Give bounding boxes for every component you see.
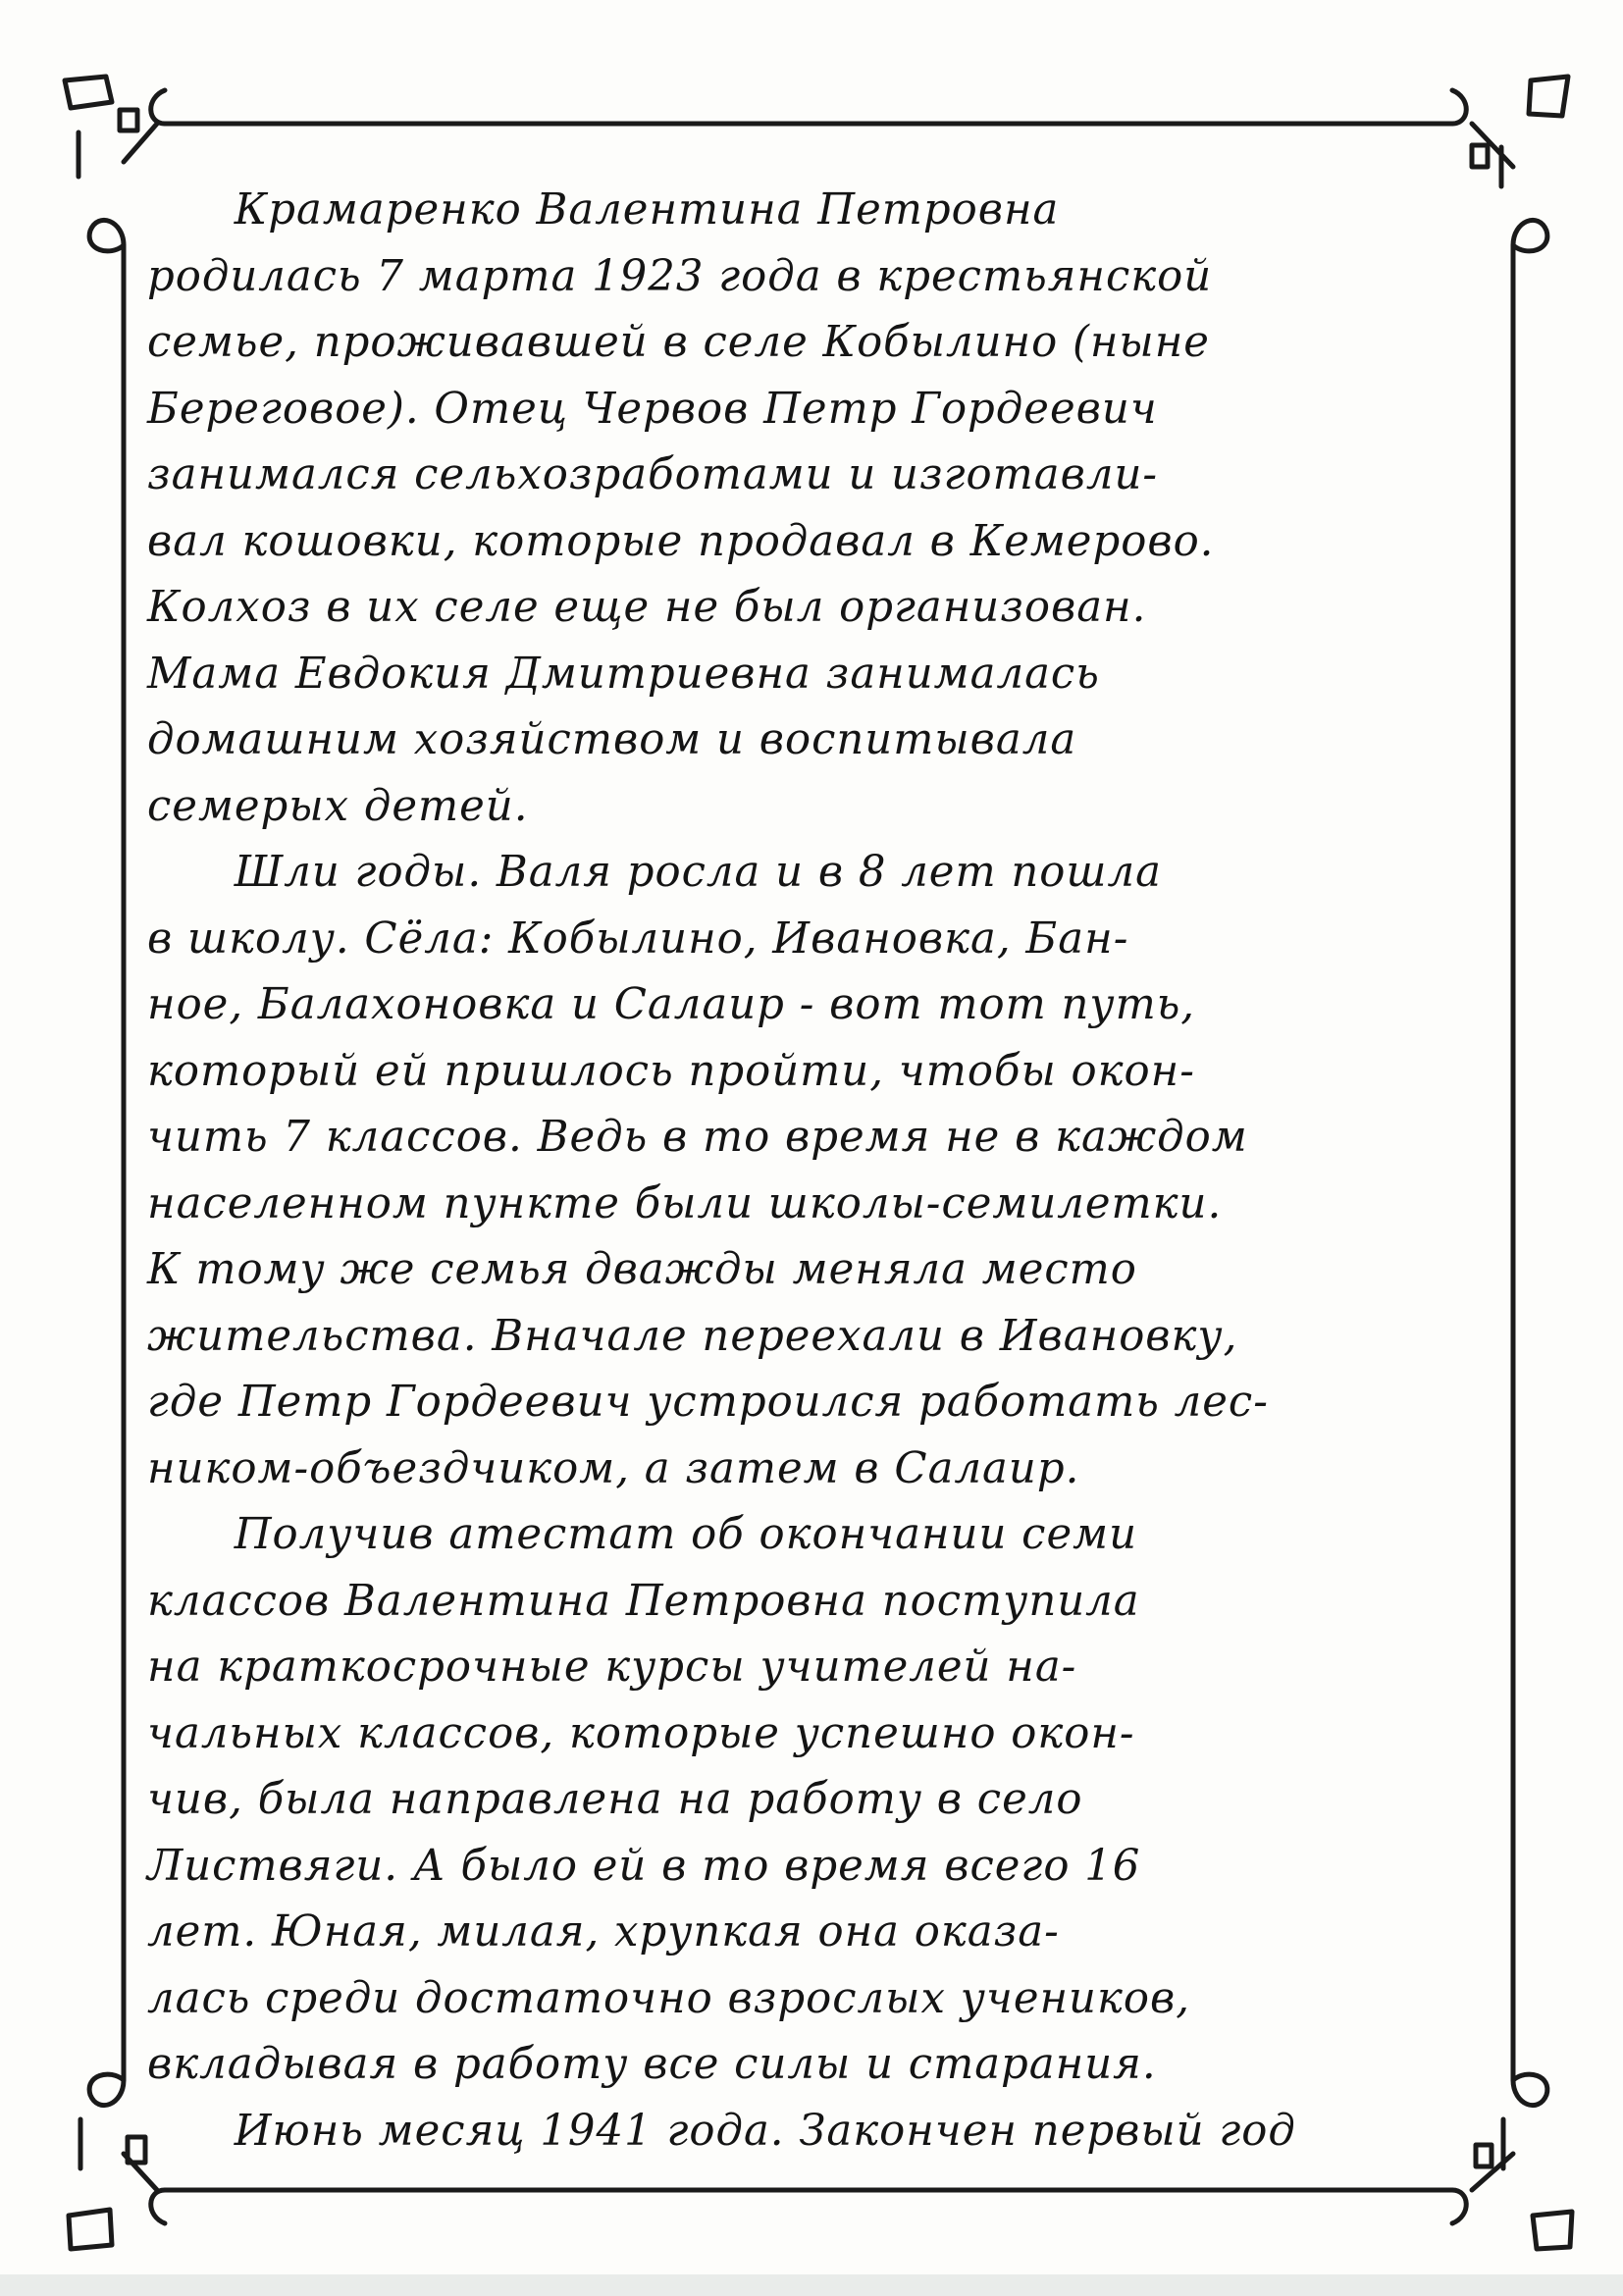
text-line: ником-объездчиком, а затем в Салаир. (147, 1442, 1080, 1493)
text-line: чив, была направлена на работу в село (147, 1774, 1083, 1824)
text-line: в школу. Сёла: Кобылино, Ивановка, Бан- (147, 913, 1129, 964)
text-line: Листвяги. А было ей в то время всего 16 (147, 1840, 1141, 1891)
text-line: жительства. Вначале переехали в Ивановку, (147, 1310, 1238, 1361)
text-line: Колхоз в их селе еще не был организован. (147, 582, 1147, 632)
text-line: Шли годы. Валя росла и в 8 лет пошла (234, 847, 1162, 897)
text-line: семерых детей. (147, 780, 529, 831)
handwritten-text (147, 177, 1521, 2164)
text-line: который ей пришлось пройти, чтобы окон- (147, 1045, 1195, 1096)
text-line: ное, Балахоновка и Салаир - вот тот путь, (147, 979, 1196, 1029)
text-line: Крамаренко Валентина Петровна (234, 184, 1060, 235)
text-line: Получив атестат об окончании семи (234, 1509, 1138, 1559)
text-line: где Петр Гордеевич устроился работать лес- (147, 1377, 1269, 1427)
scan-edge-strip (0, 2274, 1623, 2296)
text-line: Мама Евдокия Дмитриевна занималась (147, 648, 1100, 699)
text-line: родилась 7 марта 1923 года в крестьянской (147, 250, 1213, 301)
text-line: домашним хозяйством и воспитывала (147, 714, 1077, 764)
text-line: чальных классов, которые успешно окон- (147, 1707, 1135, 1758)
text-line: Июнь месяц 1941 года. Закончен первый год (234, 2105, 1296, 2156)
text-line: населенном пункте были школы-семилетки. (147, 1177, 1223, 1228)
text-line: вкладывая в работу все силы и старания. (147, 2039, 1157, 2089)
text-line: лет. Юная, милая, хрупкая она оказа- (147, 1906, 1060, 1957)
text-line: на краткосрочные курсы учителей на- (147, 1642, 1077, 1692)
text-line: семье, проживавшей в селе Кобылино (ныне (147, 317, 1210, 367)
text-line: классов Валентина Петровна поступила (147, 1575, 1140, 1626)
text-line: занимался сельхозработами и изготавли- (147, 449, 1159, 499)
text-line: К тому же семья дважды меняла место (147, 1244, 1137, 1294)
text-line: лась среди достаточно взрослых учеников, (147, 1972, 1191, 2023)
text-line: Береговое). Отец Червов Петр Гордеевич (147, 383, 1158, 434)
text-line: чить 7 классов. Ведь в то время не в каждом (147, 1112, 1248, 1162)
text-line: вал кошовки, которые продавал в Кемерово. (147, 515, 1215, 566)
